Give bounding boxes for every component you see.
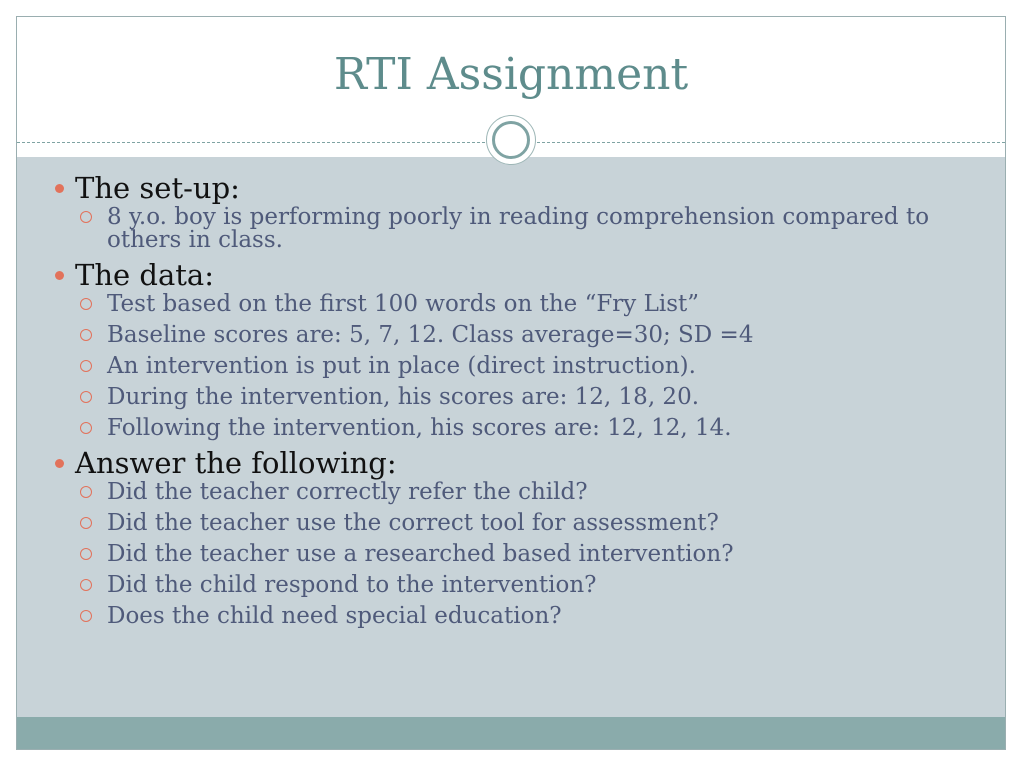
section-sublist bbox=[55, 481, 975, 628]
footer-bar bbox=[17, 717, 1005, 750]
list-item-text: Did the child respond to the intervention? bbox=[107, 572, 597, 598]
list-item bbox=[55, 417, 975, 440]
list-item bbox=[55, 481, 975, 504]
section-heading bbox=[55, 173, 975, 204]
list-item bbox=[55, 543, 975, 566]
list-item bbox=[55, 605, 975, 628]
slide-title: RTI Assignment bbox=[333, 49, 689, 100]
list-item-text: An intervention is put in place (direct instruction). bbox=[107, 353, 696, 379]
section-heading-text: The set-up: bbox=[75, 171, 240, 205]
bullet-content bbox=[55, 173, 975, 636]
list-item-text: Baseline scores are: 5, 7, 12. Class average=30; SD =4 bbox=[107, 322, 754, 348]
section-sublist bbox=[55, 293, 975, 440]
list-item-text: Does the child need special education? bbox=[107, 603, 562, 629]
list-item bbox=[55, 386, 975, 409]
bullet-ring-icon bbox=[80, 610, 92, 622]
list-item-text: Test based on the first 100 words on the “Fry List” bbox=[107, 291, 700, 317]
section-heading-text: The data: bbox=[75, 258, 214, 292]
list-item-text: During the intervention, his scores are: 12, 18, 20. bbox=[107, 384, 700, 410]
bullet-ring-icon bbox=[80, 211, 92, 223]
bullet-ring-icon bbox=[80, 391, 92, 403]
bullet-ring-icon bbox=[80, 548, 92, 560]
bullet-ring-icon bbox=[80, 422, 92, 434]
list-item bbox=[55, 206, 975, 252]
slide bbox=[16, 16, 1006, 750]
list-item-text: Following the intervention, his scores are: 12, 12, 14. bbox=[107, 415, 732, 441]
bullet-ring-icon bbox=[80, 486, 92, 498]
bullet-ring-icon bbox=[80, 329, 92, 341]
list-item-text: Did the teacher use the correct tool for assessment? bbox=[107, 510, 719, 536]
bullet-dot-icon bbox=[55, 459, 64, 468]
bullet-dot-icon bbox=[55, 184, 64, 193]
list-item-text: Did the teacher correctly refer the child? bbox=[107, 479, 588, 505]
list-item bbox=[55, 512, 975, 535]
list-item-text: Did the teacher use a researched based intervention? bbox=[107, 541, 734, 567]
list-item bbox=[55, 324, 975, 347]
section-heading-text: Answer the following: bbox=[75, 446, 397, 480]
section-sublist bbox=[55, 206, 975, 252]
section-heading bbox=[55, 448, 975, 479]
bullet-dot-icon bbox=[55, 271, 64, 280]
list-item bbox=[55, 355, 975, 378]
list-item bbox=[55, 293, 975, 316]
bullet-ring-icon bbox=[80, 579, 92, 591]
section-heading bbox=[55, 260, 975, 291]
bullet-ring-icon bbox=[80, 298, 92, 310]
bullet-ring-icon bbox=[80, 360, 92, 372]
circle-ornament-icon bbox=[486, 115, 536, 165]
bullet-ring-icon bbox=[80, 517, 92, 529]
list-item bbox=[55, 574, 975, 597]
list-item-text: 8 y.o. boy is performing poorly in reading comprehension compared to others in class. bbox=[107, 204, 930, 253]
